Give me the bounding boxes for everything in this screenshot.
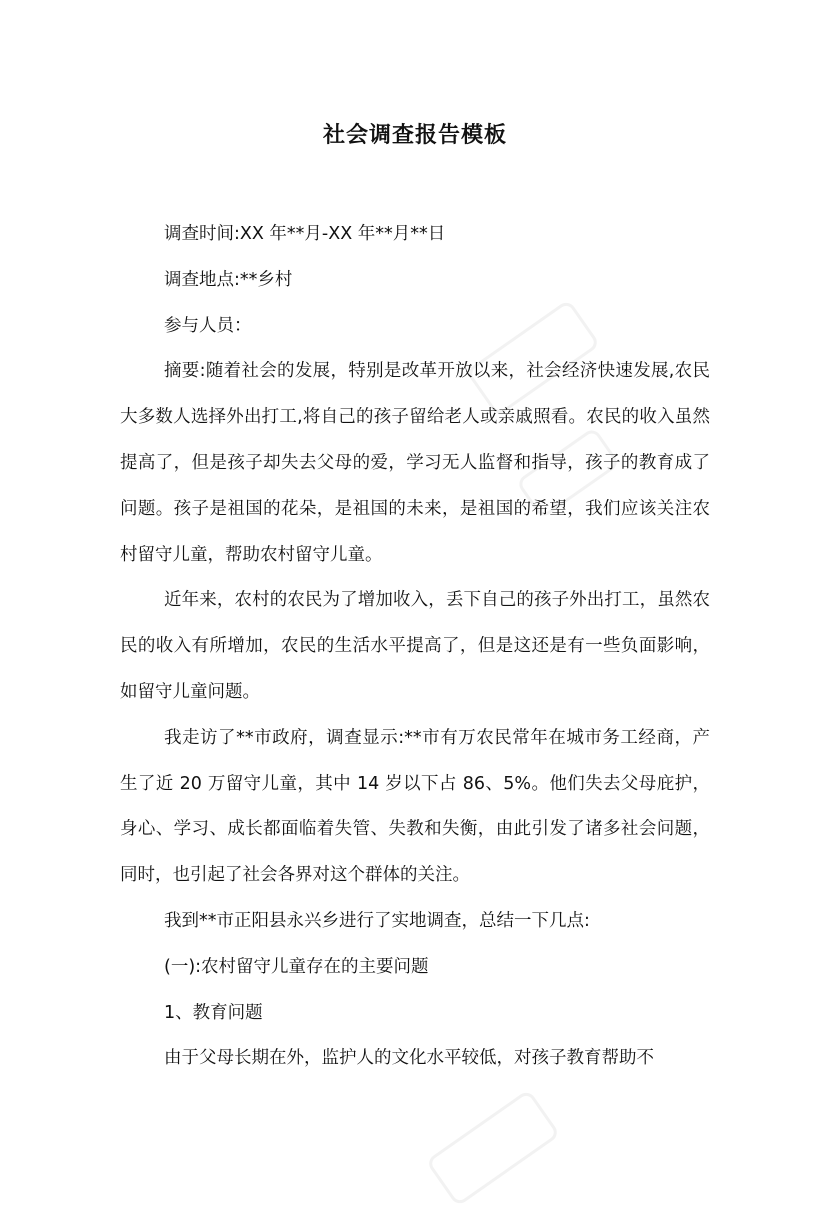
abstract-paragraph: 摘要:随着社会的发展，特别是改革开放以来，社会经济快速发展,农民大多数人选择外出打工,将自己的孩子留给老人或亲戚照看。农民的收入虽然提高了，但是孩子却失去父母的爱，学习无人监督和指导，孩子的教育成了问题。孩子是祖国的花朵，是祖国的未来，是祖国的希望，我们应该关注农村留守儿童，帮助农村留守儿童。	[120, 361, 710, 565]
body-paragraph: 我到**市正阳县永兴乡进行了实地调查，总结一下几点:	[164, 910, 590, 931]
subsection-heading: 1、教育问题	[164, 1002, 263, 1023]
survey-time: 调查时间:XX 年**月-XX 年**月**日	[164, 224, 446, 244]
watermark	[425, 1089, 560, 1207]
document-title: 社会调查报告模板	[322, 123, 507, 148]
body-paragraph: 由于父母长期在外，监护人的文化水平较低，对孩子教育帮助不	[164, 1048, 654, 1069]
participants: 参与人员：	[164, 315, 252, 336]
body-paragraph: 近年来，农村的农民为了增加收入，丢下自己的孩子外出打工，虽然农民的收入有所增加，农民的生活水平提高了，但是这还是有一些负面影响，如留守儿童问题。	[120, 590, 710, 702]
survey-location: 调查地点:**乡村	[164, 269, 293, 290]
section-heading: (一):农村留守儿童存在的主要问题	[164, 956, 429, 977]
body-paragraph: 我走访了**市政府，调查显示:**市有万农民常年在城市务工经商，产生了近 20 万留守儿童，其中 14 岁以下占 86、5%。他们失去父母庇护，身心、学习、成长都面临着失管、失教和失衡，由此引发了诸多社会问题，同时，也引起了社会各界对这个群体的关注。	[120, 727, 710, 886]
document-body	[120, 212, 710, 1082]
